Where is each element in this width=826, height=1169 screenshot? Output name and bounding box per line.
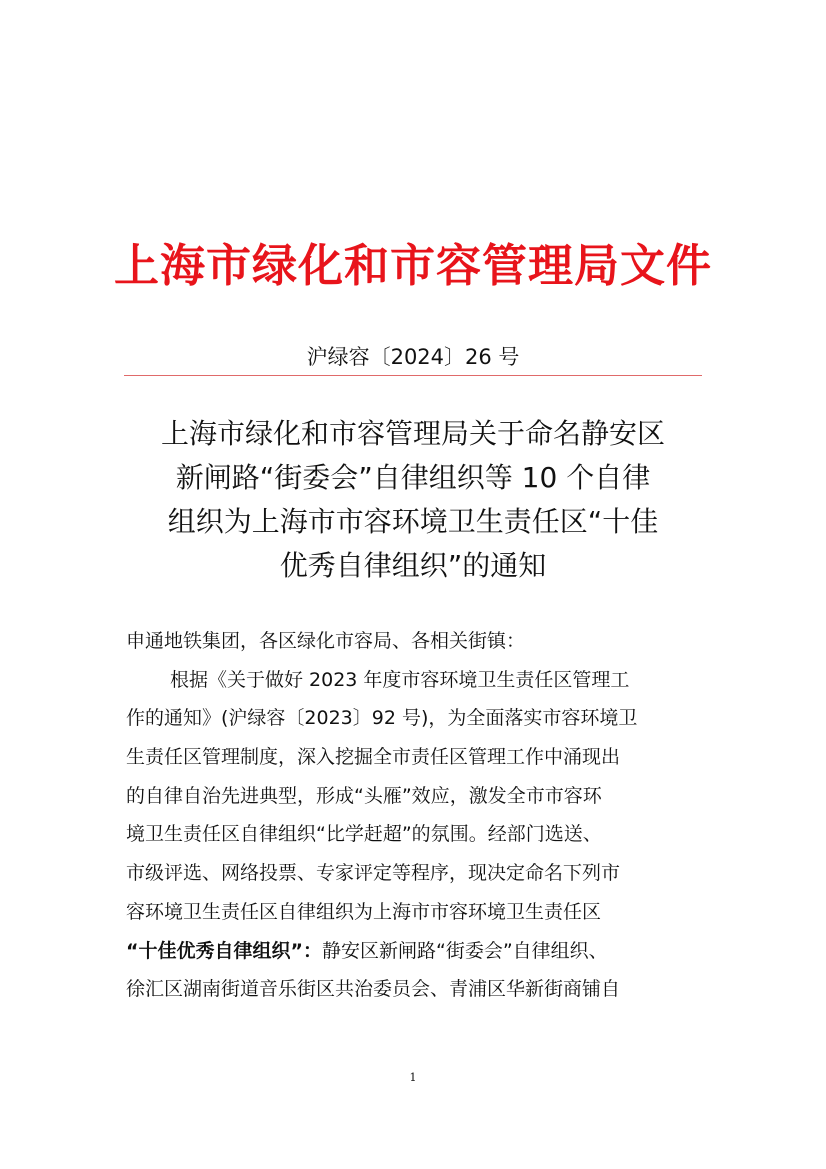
body-line: 境卫生责任区自律组织“比学赶超”的氛围。经部门选送、 <box>126 823 602 846</box>
page-number: 1 <box>409 1071 417 1084</box>
document-body <box>126 622 706 1009</box>
masthead-title: 上海市绿化和市容管理局文件 <box>113 239 712 292</box>
bold-award-phrase: “十佳优秀自律组织”： <box>126 939 322 962</box>
body-line: 作的通知》(沪绿容〔2023〕92 号)，为全面落实市容环境卫 <box>126 707 638 730</box>
title-line: 组织为上海市市容环境卫生责任区“十佳 <box>167 505 659 538</box>
title-line: 优秀自律组织”的通知 <box>279 549 547 582</box>
document-number: 沪绿容〔2024〕26 号 <box>306 345 520 369</box>
body-line: 容环境卫生责任区自律组织为上海市市容环境卫生责任区 <box>126 900 602 923</box>
red-divider-line <box>124 375 702 376</box>
body-line: 市级评选、网络投票、专家评定等程序，现决定命名下列市 <box>126 862 621 885</box>
body-line-rest: 静安区新闸路“街委会”自律组织、 <box>321 939 608 962</box>
body-line-with-bold <box>126 932 706 971</box>
body-line: 根据《关于做好 2023 年度市容环境卫生责任区管理工 <box>170 668 630 691</box>
body-line: 徐汇区湖南街道音乐街区共治委员会、青浦区华新街商铺自 <box>126 978 621 1001</box>
title-line: 上海市绿化和市容管理局关于命名静安区 <box>160 417 665 450</box>
body-line: 的自律自治先进典型，形成“头雁”效应，激发全市市容环 <box>126 784 602 807</box>
title-line: 新闸路“街委会”自律组织等 10 个自律 <box>175 461 651 494</box>
body-line: 生责任区管理制度，深入挖掘全市责任区管理工作中涌现出 <box>126 746 621 769</box>
document-title <box>124 412 702 588</box>
addressee-line: 申通地铁集团，各区绿化市容局、各相关街镇： <box>126 630 526 652</box>
